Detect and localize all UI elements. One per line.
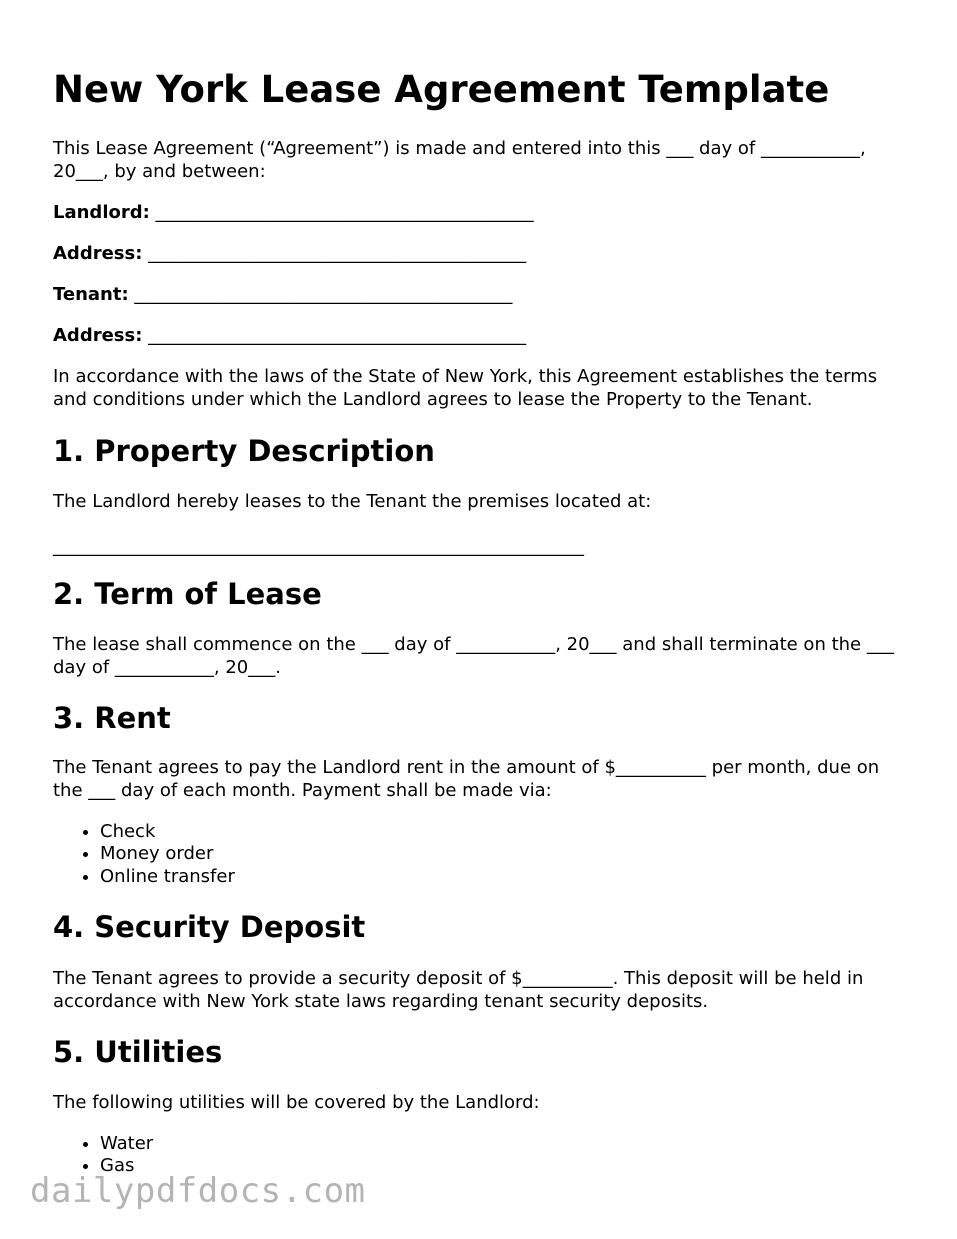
tenant-address-label: Address: (53, 325, 143, 346)
rent-paragraph (53, 757, 913, 802)
list-item: • Online transfer (100, 866, 913, 888)
term-heading: 2. Term of Lease (53, 577, 322, 611)
property-text: The Landlord hereby leases to the Tenant the premises located at: (53, 491, 652, 512)
intro-paragraph (53, 138, 913, 183)
tenant-address-blank: __________________________________________ (148, 325, 527, 346)
landlord-label: Landlord: (53, 202, 150, 223)
property-address-line (53, 536, 913, 558)
list-item: • Water (100, 1133, 913, 1155)
tenant-blank: __________________________________________ (134, 284, 513, 305)
tenant-label: Tenant: (53, 284, 129, 305)
watermark: dailypdfdocs.com (30, 1171, 366, 1211)
list-item: • Check (100, 821, 913, 843)
term-paragraph (53, 634, 913, 679)
tenant-address-field (53, 325, 913, 347)
term-text: The lease shall commence on the ___ day of ___________, 20___ and shall terminate on the ___ day of ___________, 20___. (53, 634, 894, 678)
list-item: • Money order (100, 843, 913, 865)
rent-heading: 3. Rent (53, 701, 171, 735)
deposit-text: The Tenant agrees to provide a security deposit of $__________. This deposit will be held in accordance with New York state laws regarding tenant security deposits. (53, 968, 864, 1012)
intro-text: This Lease Agreement (“Agreement”) is made and entered into this ___ day of ___________, 20___, by and between: (53, 138, 866, 182)
utilities-text: The following utilities will be covered by the Landlord: (53, 1092, 540, 1113)
section-utilities (53, 1035, 913, 1069)
utilities-paragraph (53, 1092, 913, 1115)
preamble-paragraph (53, 366, 913, 411)
preamble-text: In accordance with the laws of the State of New York, this Agreement establishes the terms and conditions under which the Landlord agrees to lease the Property to the Tenant. (53, 366, 878, 410)
landlord-address-blank: __________________________________________ (148, 243, 527, 264)
section-deposit (53, 910, 913, 944)
deposit-heading: 4. Security Deposit (53, 910, 366, 944)
document-title: New York Lease Agreement Template (53, 68, 830, 111)
tenant-field (53, 284, 913, 306)
property-paragraph (53, 491, 913, 514)
landlord-blank: __________________________________________ (155, 202, 534, 223)
landlord-address-label: Address: (53, 243, 143, 264)
section-rent (53, 701, 913, 735)
list-item: • Gas (100, 1155, 913, 1177)
landlord-field (53, 202, 913, 224)
section-term (53, 577, 913, 611)
property-address-blank: ___________________________________________________________ (53, 536, 584, 557)
deposit-paragraph (53, 968, 913, 1013)
rent-text: The Tenant agrees to pay the Landlord rent in the amount of $__________ per month, due on the ___ day of each month. Payment shall be made via: (53, 757, 880, 801)
property-heading: 1. Property Description (53, 434, 435, 468)
utilities-heading: 5. Utilities (53, 1035, 223, 1069)
landlord-address-field (53, 243, 913, 265)
payment-methods-list (53, 821, 913, 888)
section-property (53, 434, 913, 468)
